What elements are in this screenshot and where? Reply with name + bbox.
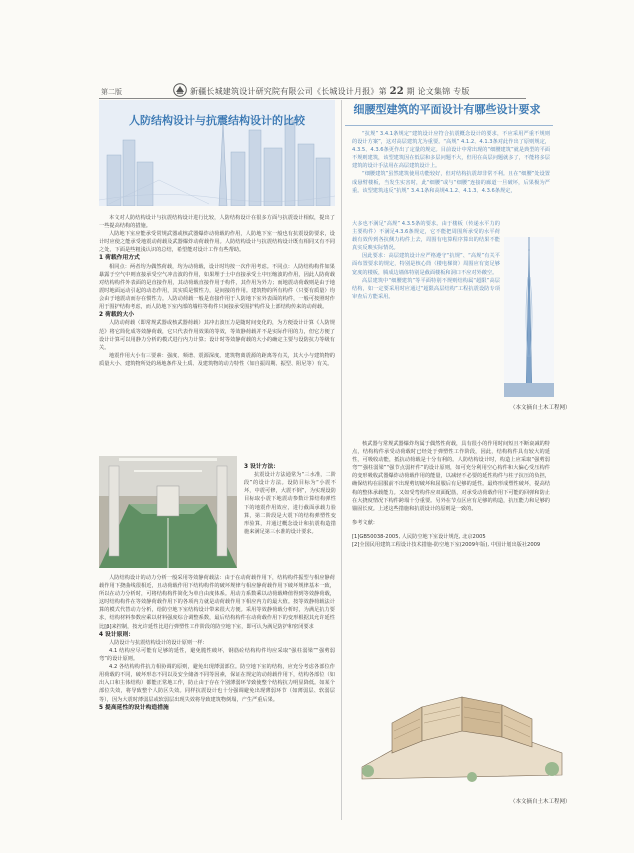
- section-3-text-b: 人防结构设计的动力分析一般采用等效静荷载法：由于在动荷载作用下，结构构件振型与相应静荷载作用下挠曲线很相近，且动荷载作用下结构构件的破坏规律与相应静荷载作用下破坏规律基本一致，所以在动力分析时，可将结构构件简化为单自由度体系。用动力系数乘以动荷载峰值得到等效静荷载，这时结构构件在等效静荷载作用下的各项内力就是动荷载作用下相应内力的最大值。按等效静荷载法计算的模式代替动力分析，给防空地下室结构设计带来很大方便。采用等效静荷载分析时，为满足抗力要求，结构材料参数应乘以材料强度综合调整系数，最后结构构件在动荷载作用下的变形根据其允许延性比[β]来控制，按允许延性比进行弹塑性工作阶段的防空地下室，即可认为满足防护和密闭要求: [99, 575, 335, 630]
- left-article-body-2: [99, 574, 335, 712]
- section-1-text: 相同点：两者均为偶然荷载，均为动荷载，设计时均按一次作用考虑。不同点：人防结构构件如果暴露于空气中则直接承受空气冲击波的作用，如果埋于土中直接承受土中压缩波的作用，因此人防荷载对结构构件外表面的是直接作用，其动荷载直接作用于构件，其作用为外力；而地震动荷载则是由于地震时地面运动引起的动态作用，其实质是惯性力，是间接的作用。建筑物的所有构件（只要有质量）均会由于地震动而存在惯性力。人防动荷载一般是直接作用于人防地下室外表面的构件，一般可按照时作用于围护结构考虑，而人防地下室内部的墙柱等构件只间接承受围护构件及上部结构传来的动荷载。: [99, 263, 335, 311]
- tv-tower-photo: [504, 237, 554, 397]
- right-para-4: 高层建筑中“细腰建筑”等平面特别不规则结构属“超限”高层结构，如一定要采用时应通过“超限高层结构”工程抗震设防专项审查后方能采用。: [352, 277, 500, 300]
- issue-number: 22: [389, 86, 404, 97]
- section-4-heading: 4 设计原则：: [99, 631, 135, 638]
- section-2-heading: 2 荷载的大小: [99, 312, 135, 319]
- right-para-5: 核武器与常规武器爆炸均属于偶然性荷载，具有很小的作用时间短且不断衰减的特点，结构构件承受动荷载时已经处于弹塑性工作阶段，因此，结构构件具有较大的延性，可吸收动能，抵抗动荷载是十分有利的。人防结构设计时，构造上应采取“强剪弱弯”“强柱弱梁”“强节点弱杆件”的设计原则，如可充分利用空心构件和大偏心受压构件的变形吸收武器爆炸动荷载作用的能量，以减轻不必要的延性构件与柱子抗压的负担，确保结构在屈服前不出现剪切破坏和屈服后有足够的延性。最终形成塑性破坏，提高结构的整体承载能力。又如受弯构件应双面配筋，对承受动荷载作用下可能的回弹和防止在大挠度情况下构件跨塌十分重要。另外在节点区应有足够的构造，抗压能力和足够的锚固长度。上述这些措施和抗震设计的原则是一致的。: [352, 441, 550, 512]
- underground-garage-photo: [99, 456, 237, 568]
- intro-para-2: 人防地下室应能承受常规武器或核武器爆炸动荷载的作用，人防地下室一般也有抗震设防要求，设计时应使之能承受地震动荷载及武器爆炸动荷载作用。人防结构设计与抗震结构设计既有相同又有不同之处，下面是些粗浅认识的总结，希望能对设计工作有些帮助。: [99, 231, 335, 254]
- references-label: 参考文献：: [352, 519, 378, 526]
- section-4-item-2: 4.2 各结构构件抗力相协调的原则，避免出现薄弱部位。防空地下室的结构，应充分考虑各部位作用荷载的不同，破坏形态不同以及安全储备不同等因素，保证在规定的动荷载作用下，结构各部位（如出入口和主体结构）都能正常地工作，防止由于存在个别薄弱环节致使整个结构抗力明显降低。如某个部位失效，将导致整个人防区失效。同样抗震设计也十分强调避免出现薄弱环节（如薄弱层、软弱层等），因为大震时薄弱层或软弱层出现失效将导致建筑物倒塌，产生严重后果。: [99, 664, 335, 703]
- right-para-1: “抗规” 3.4.1条规定“建筑设计应符合抗震概念设计的要求，不应采用严重不规则的设计方案”，这对高层建筑尤为重要。“高规” 4.1.2、4.1.3条对此作出了原则规定，4.3.5、4.3.6条更作出了定量的规定。目前设计中常出现的“细腰建筑”就是典型的平面不规则建筑，该型建筑因在低层和多层问题不大，但用在高层问题就多了，不能将多层建筑的设计手法用在高层建筑设计上。: [352, 131, 550, 170]
- section-5-heading: 5 提高延性的设计构造措施: [99, 704, 169, 711]
- section-4-text: 人防设计与抗震结构设计的设计原则一样：: [109, 639, 208, 646]
- publication-header: [190, 86, 470, 97]
- right-article-title: 细腰型建筑的平面设计有哪些设计要求: [353, 103, 541, 116]
- right-article-body-2: [352, 220, 500, 301]
- section-3-column: [244, 463, 336, 536]
- section-1-heading: 1 荷载作用方式: [99, 255, 140, 262]
- publication-name: 新疆长城建筑设计研究院有限公司《长城设计月报》第: [190, 87, 387, 96]
- header-rule: [99, 98, 526, 99]
- reference-2: [2]全国民用建筑工程设计技术措施-防空地下室(2009年版), 中国计划出版社2009: [352, 542, 541, 549]
- building-sketch-illustration: [352, 683, 572, 787]
- intro-para-1: 本文对人防结构设计与抗震结构设计进行比较，人防结构设计在很多方面与抗震设计相似，提出了一些提高结构的措施。: [99, 215, 335, 230]
- section-2-text-b: 地震作用大小有三要素：强度、频谱、震源深度。建筑物离震源的距离等有关，其大小与建筑物的质量大小、建筑物所处的场地条件及土质、及建筑物的动力特性（如自振周期、振型、阻尼等）有关。: [99, 352, 335, 367]
- section-3-text: 抗震设计方法通常为“三水准，二阶段”的设计方法。设防目标为“小震不坏，中震可修，大震不倒”，为实现设防目标取小震下地震动参数计算结构弹性下的地震作用效应，进行截面承载力验算，第二阶段是大震下的结构弹塑性变形验算，并通过概念设计和抗震构造措施来满足第三水准的设计要求。: [244, 472, 336, 535]
- right-para-2b: 大多也不满足“高规” 4.3.5条的要求。由于楼板（传递水平力的主要构件）不满足4.3.6条规定，它不能把周围所承受的水平荷载有效传到各抗侧力构件上去，周围有电算程序算出的结果不能真实反映实际情况。: [352, 221, 500, 252]
- right-article-body-3: [352, 440, 550, 549]
- issue-suffix: 期 论文集锦 专版: [406, 87, 470, 96]
- right-para-3: 因此要求：高层建筑设计应严格遵守“抗规”、“高规”有关平面布置要求的规定，特别是核心筒（楼电梯筒）周围应有宽足够宽度的楼板，腾成边墙体特别是截面楼板和洞口不应对外敞空。: [352, 253, 500, 276]
- company-logo-icon: [173, 83, 187, 97]
- section-3-heading: 3 设计方法：: [244, 464, 280, 470]
- column-divider: [341, 100, 342, 820]
- reference-1: [1]GB50038-2005, 人民防空地下室设计规范, 北京2005: [352, 533, 486, 540]
- right-para-2: “细腰建筑”虽然建筑使用功能较好，但对结构抗震却非常不利。且在“细腰”处设置成悬臂楼板，当发生实害时，此“细腰”或与“细腰”连接的廊道一旦破坏，后果极为严重。该型建筑违反“抗规” 3.4.1条和高规4.1.2、4.1.3、4.3.6条规定，: [352, 171, 550, 194]
- section-2-text: 人防动荷载（即常规武器或核武器荷载）其冲击波压力是随时间变化的，为方便设计计算《人防规范》将它简化成等效静荷载，它只代表作用效果的等效，等效静荷载并不是实际作用的力，但它方便了设计计算可以用静力分析的模式进行内力计算；设计时等效静荷载的大小的确定主要与设防抗力等级有关。: [99, 320, 335, 351]
- left-article-title: 人防结构设计与抗震结构设计的比较: [129, 114, 305, 127]
- right-title-rule: [345, 125, 553, 126]
- tower-caption: （本文摘自土木工程网）: [510, 405, 571, 411]
- page-number: 第二版: [101, 88, 122, 96]
- left-article-body-1: [99, 214, 335, 368]
- section-4-item-1: 4.1 结构应尽可能有足够的延性，避免脆性破坏，钢筋砼结构构件均应采取“强柱弱梁”“强剪弱弯”的设计原则。: [99, 647, 335, 663]
- building-caption: （本文摘自土木工程网）: [510, 799, 571, 805]
- right-article-body-1: [352, 130, 550, 195]
